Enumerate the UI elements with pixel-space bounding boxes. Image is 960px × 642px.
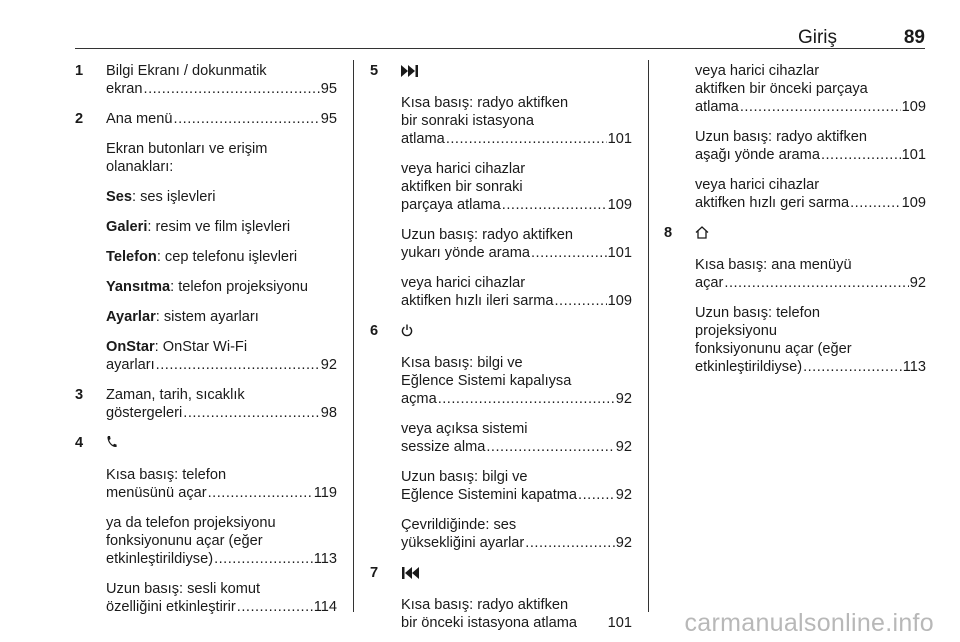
header-rule bbox=[75, 48, 925, 49]
page-ref: 109 bbox=[607, 197, 632, 213]
menu-ses: Ses: ses işlevleri bbox=[106, 189, 216, 205]
page-ref: 98 bbox=[320, 405, 337, 421]
list-item-8: 8 Kısa basış: ana menüyü açar ..... 92 Uzun basış: telefon projeksiyonu fonksiyonunu açar (eğer etkinleştirildiyse) ..... 113 bbox=[664, 224, 926, 376]
list-item-2: 2 Ana menü ..... 95 Ekran butonları ve erişim olanakları: Ses: ses işlevleri Galeri: resim ve film işlevleri Telefon: cep telefonu işlevleri Yansıtma: telefon projeksiyonu Ayarlar: sistem ayarları OnStar: OnStar Wi-Fi ayarları ..... 92 bbox=[75, 110, 337, 374]
phone-icon bbox=[106, 435, 117, 454]
menu-telefon: Telefon: cep telefonu işlevleri bbox=[106, 249, 298, 265]
watermark: carmanualsonline.info bbox=[684, 609, 934, 637]
item-number: 4 bbox=[75, 435, 84, 451]
list-item-7: 7 Kısa basış: radyo aktifken bir önceki istasyona atlama 101 bbox=[370, 565, 632, 631]
page-ref: 92 bbox=[909, 275, 926, 291]
page-ref: 109 bbox=[901, 99, 926, 115]
page-ref: 92 bbox=[615, 439, 632, 455]
item-number: 1 bbox=[75, 63, 84, 79]
item-text: Bilgi Ekranı / dokunmatik ekran ..... 95 bbox=[106, 62, 337, 98]
page-ref: 95 bbox=[320, 81, 337, 97]
item-number: 6 bbox=[370, 323, 379, 339]
list-item-4: 4 Kısa basış: telefon menüsünü açar ..... 119 ya da telefon projeksiyonu fonksiyonunu açar (eğer etkinleştirildiyse) ..... 113 Uzun basış: sesli komut özelliğini etkinleştirir ..... 114 bbox=[75, 434, 337, 616]
column-1 bbox=[75, 62, 337, 626]
page-ref: 101 bbox=[607, 131, 632, 147]
page-ref: 113 bbox=[313, 551, 337, 567]
item-number: 3 bbox=[75, 387, 84, 403]
page-ref: 109 bbox=[901, 195, 926, 211]
item-number: 8 bbox=[664, 225, 673, 241]
previous-track-icon bbox=[401, 566, 419, 584]
item-number: 5 bbox=[370, 63, 379, 79]
item-number: 2 bbox=[75, 111, 84, 127]
page-ref: 113 bbox=[902, 359, 926, 375]
item-number: 7 bbox=[370, 565, 379, 581]
list-item-3: 3 Zaman, tarih, sıcaklık göstergeleri ..... 98 bbox=[75, 386, 337, 422]
page-ref: 114 bbox=[313, 599, 337, 615]
page-header bbox=[75, 22, 925, 48]
menu-yansitma: Yansıtma: telefon projeksiyonu bbox=[106, 279, 309, 295]
page-ref: 95 bbox=[320, 111, 337, 127]
page-ref: 92 bbox=[615, 535, 632, 551]
page-ref: 109 bbox=[607, 293, 632, 309]
page-ref: 101 bbox=[901, 147, 926, 163]
page-ref: 92 bbox=[320, 357, 337, 373]
page-ref: 101 bbox=[607, 615, 632, 631]
menu-onstar: OnStar: OnStar Wi-Fi ayarları ..... 92 bbox=[106, 338, 337, 374]
section-title: Giriş bbox=[797, 27, 837, 48]
next-track-icon bbox=[401, 64, 419, 82]
page-ref: 92 bbox=[615, 487, 632, 503]
list-item-1 bbox=[75, 62, 337, 98]
column-3 bbox=[664, 62, 926, 388]
home-icon bbox=[695, 226, 709, 244]
page-ref: 119 bbox=[313, 485, 337, 501]
list-item-5: 5 Kısa basış: radyo aktifken bir sonraki istasyona atlama ..... 101 veya harici cihazlar aktifken bir sonraki parçaya atlama ..... 109 Uzun basış: radyo aktifken yukarı yönde arama ..... 101 veya harici cihazlar aktifken hızlı ileri sarma ..... 109 bbox=[370, 62, 632, 310]
menu-galeri: Galeri: resim ve film işlevleri bbox=[106, 219, 291, 235]
menu-ayarlar: Ayarlar: sistem ayarları bbox=[106, 309, 259, 325]
column-2 bbox=[370, 62, 632, 642]
column-divider-2 bbox=[648, 60, 649, 612]
list-item-6: 6 Kısa basış: bilgi ve Eğlence Sistemi kapalıysa açma ..... 92 veya açıksa sistemi sessize alma ..... 92 Uzun basış: bilgi ve Eğlence Sistemini kapatma ..... 92 Çevrildiğinde: ses yüksekliğini ayarlar ..... 92 bbox=[370, 322, 632, 552]
page-number: 89 bbox=[903, 27, 925, 48]
power-icon bbox=[401, 324, 413, 342]
list-item-7-continued: veya harici cihazlar aktifken bir önceki parçaya atlama ..... 109 Uzun basış: radyo aktifken aşağı yönde arama ..... 101 veya harici cihazlar aktifken hızlı geri sarma ..... 109 bbox=[664, 62, 926, 212]
page-ref: 92 bbox=[615, 391, 632, 407]
page-ref: 101 bbox=[607, 245, 632, 261]
column-divider-1 bbox=[353, 60, 354, 612]
